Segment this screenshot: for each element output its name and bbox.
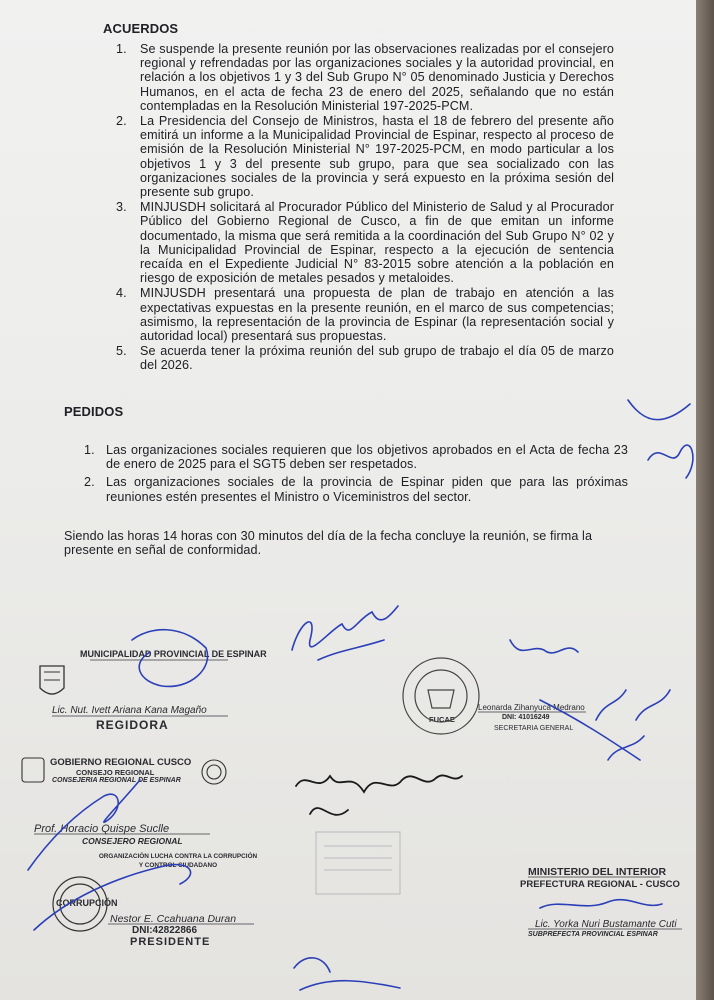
signer-dni: DNI:42822866 — [132, 925, 198, 936]
acuerdo-item — [110, 42, 614, 113]
pedidos-list — [80, 443, 628, 508]
acuerdo-item — [110, 286, 614, 343]
pedido-item — [80, 443, 628, 471]
signer-dni: DNI: 41016249 — [502, 714, 550, 721]
pedido-number: 1. — [84, 443, 95, 457]
pedido-text: Las organizaciones sociales de la provincia de Espinar piden que para las próximas reuniones estén presentes el Ministro o Viceministros del sector. — [106, 475, 628, 504]
signer-name: Prof. Horacio Quispe Suclle — [34, 823, 170, 835]
seal-gobierno-sub2: CONSEJERIA REGIONAL DE ESPINAR — [52, 777, 181, 784]
signer-name: Lic. Nut. Ivett Ariana Kana Magaño — [52, 705, 207, 716]
seal-corrupcion-badge: CORRUPCIÓN — [56, 898, 118, 908]
acuerdo-number: 4. — [116, 286, 127, 301]
acuerdo-number: 3. — [116, 200, 127, 215]
acuerdo-item — [110, 200, 614, 285]
acuerdo-text: MINJUSDH presentará una propuesta de plan de trabajo en atención a las expectativas expuestas en la presente reunión, en el marco de sus competencias; asimismo, la representación de la provincia de Espinar (la representación social y autoridad local) presentará sus propuestas. — [140, 286, 614, 344]
acuerdos-heading: ACUERDOS — [103, 21, 179, 36]
signer-role: REGIDORA — [96, 718, 169, 732]
seal-ministerio: MINISTERIO DEL INTERIOR — [528, 866, 667, 878]
seal-organizacion: ORGANIZACIÓN LUCHA CONTRA LA CORRUPCIÓN Y CONTROL CIUDADANO — [98, 853, 258, 869]
signer-role: PRESIDENTE — [130, 936, 211, 948]
pedidos-heading: PEDIDOS — [64, 404, 124, 419]
pedido-item — [80, 475, 628, 503]
seal-municipalidad: MUNICIPALIDAD PROVINCIAL DE ESPINAR — [80, 649, 267, 659]
signer-name: Lic. Yorka Nuri Bustamante Cuti — [535, 919, 677, 930]
seal-fucae-badge: FUCAE — [429, 715, 455, 724]
signer-role: CONSEJERO REGIONAL — [82, 836, 183, 846]
acuerdo-number: 1. — [116, 42, 127, 56]
seal-gobierno: GOBIERNO REGIONAL CUSCO — [50, 757, 192, 768]
desk-background — [696, 0, 714, 1000]
signer-role: SECRETARIA GENERAL — [494, 725, 574, 732]
acuerdo-item — [110, 344, 614, 372]
acuerdo-number: 2. — [116, 114, 127, 129]
acuerdo-item — [110, 114, 614, 199]
acuerdo-text: La Presidencia del Consejo de Ministros, hasta el 18 de febrero del presente año emitirá un informe a la Municipalidad Provincial de Espinar, respecto al proceso de emisión de la Resolución Ministerial N° 197-2025-PCM, en modo particular a los objetivos 1 y 3 del presente sub grupo, para que sea socializado con las organizaciones sociales de la provincia y será expuesto en la próxima sesión del presente sub grupo. — [140, 114, 614, 200]
pedido-number: 2. — [84, 475, 95, 490]
signer-name: Nestor E. Ccahuana Duran — [110, 913, 237, 925]
closing-paragraph: Siendo las horas 14 horas con 30 minutos del día de la fecha concluye la reunión, se firma la presente en señal de conformidad. — [64, 529, 593, 558]
acuerdo-number: 5. — [116, 344, 127, 359]
acuerdo-text: Se acuerda tener la próxima reunión del sub grupo de trabajo el día 05 de marzo del 2026. — [140, 344, 614, 373]
signer-name: Leonarda Zihanyuca Medrano — [478, 703, 585, 712]
seal-ministerio-sub: PREFECTURA REGIONAL - CUSCO — [520, 879, 680, 890]
pedido-text: Las organizaciones sociales requieren que los objetivos aprobados en el Acta de fecha 23 de enero de 2025 para el SGT5 deben ser respetados. — [106, 443, 628, 472]
acuerdo-text: Se suspende la presente reunión por las observaciones realizadas por el consejero regional y refrendadas por las organizaciones sociales y la autoridad provincial, en relación a los objetivos 1 y 3 del Sub Grupo N° 05 denominado Justicia y Derechos Humanos, en el acta de fecha 23 de enero del 2025, señalando que no están contempladas en la Resolución Ministerial 197-2025-PCM. — [140, 42, 614, 113]
signer-role: SUBPREFECTA PROVINCIAL ESPINAR — [528, 931, 658, 938]
acuerdos-list — [110, 42, 614, 374]
seal-gobierno-sub: CONSEJO REGIONAL — [76, 768, 155, 777]
acuerdo-text: MINJUSDH solicitará al Procurador Público del Ministerio de Salud y al Procurador Público del Gobierno Regional de Cusco, a fin de que emitan un informe documentado, la misma que será remitida a la coordinación del Sub Grupo N° 02 y la Municipalidad Provincial de Espinar, respecto a la ejecución de sentencia recaída en el Expediente Judicial N° 83-2015 sobre atención a la población en riesgo de exposición de metales pesados y metaloides. — [140, 200, 614, 286]
